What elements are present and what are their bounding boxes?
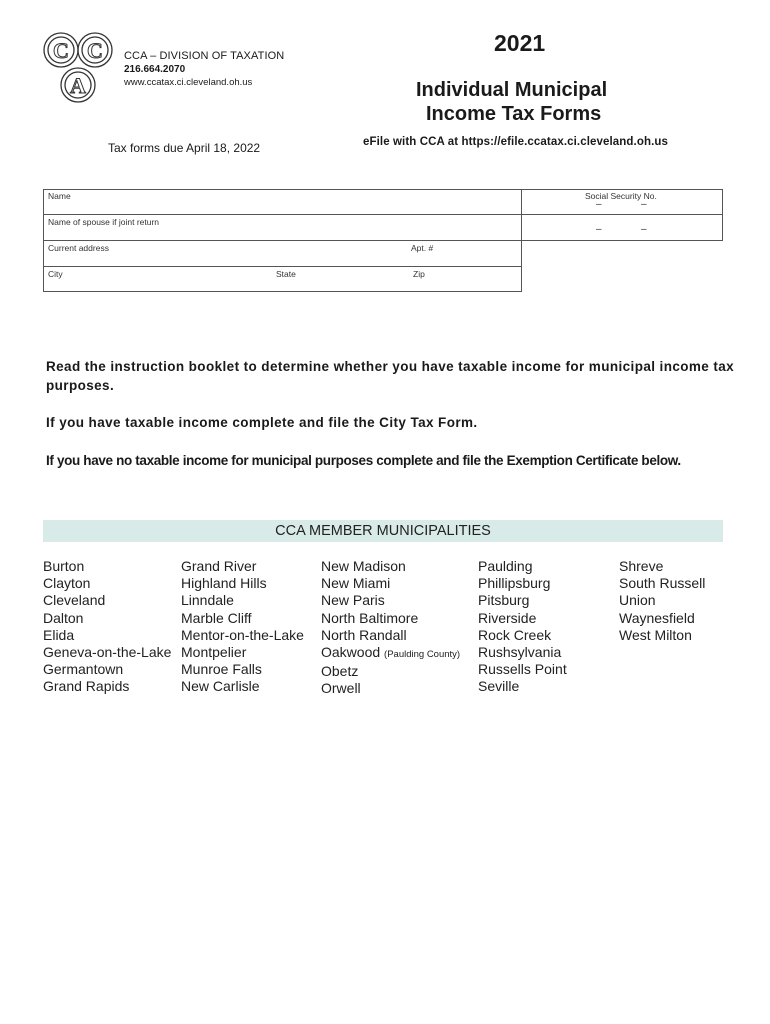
logo-letter-c1: C bbox=[53, 38, 69, 63]
municipality: Grand Rapids bbox=[43, 678, 130, 695]
title-line-2: Income Tax Forms bbox=[426, 103, 602, 125]
municipality-column bbox=[619, 558, 705, 644]
org-name: CCA – DIVISION OF TAXATION bbox=[124, 50, 285, 62]
municipality-name: Oakwood bbox=[321, 644, 381, 661]
municipality: Orwell bbox=[321, 680, 361, 697]
municipality: Cleveland bbox=[43, 592, 106, 609]
logo-letter-c2: C bbox=[87, 38, 103, 63]
cca-logo bbox=[40, 28, 116, 108]
municipality bbox=[321, 644, 460, 663]
municipality: Obetz bbox=[321, 663, 359, 680]
spouse-name-field[interactable]: Name of spouse if joint return bbox=[48, 217, 160, 227]
municipality: New Paris bbox=[321, 592, 385, 609]
municipality: Rushsylvania bbox=[478, 644, 562, 661]
municipality: Waynesfield bbox=[619, 609, 695, 626]
municipality: Grand River bbox=[181, 558, 257, 574]
ssn-label: Social Security No. bbox=[585, 191, 657, 201]
municipality: Mentor-on-the-Lake bbox=[181, 626, 304, 643]
municipality: Burton bbox=[43, 558, 85, 574]
municipality: Rock Creek bbox=[478, 626, 552, 643]
efile-notice: eFile with CCA at https://efile.ccatax.ci.cleveland.oh.us bbox=[363, 136, 668, 148]
instruction-paragraph: If you have no taxable income for municipal purposes complete and file the Exemption Certificate below. bbox=[46, 453, 681, 468]
municipality: South Russell bbox=[619, 575, 706, 592]
apt-field[interactable]: Apt. # bbox=[411, 243, 434, 253]
municipality: New Madison bbox=[321, 558, 406, 574]
logo-letter-a: A bbox=[70, 73, 86, 98]
municipality: New Miami bbox=[321, 575, 391, 592]
address-field[interactable]: Current address bbox=[48, 243, 109, 253]
municipality: Pitsburg bbox=[478, 592, 530, 609]
municipality: Clayton bbox=[43, 575, 91, 592]
municipality: Union bbox=[619, 592, 656, 609]
zip-field[interactable]: Zip bbox=[413, 269, 425, 279]
municipality: Geneva-on-the-Lake bbox=[43, 644, 172, 661]
org-website: www.ccatax.ci.cleveland.oh.us bbox=[124, 77, 253, 88]
municipality: Seville bbox=[478, 678, 520, 695]
municipality: Germantown bbox=[43, 661, 124, 678]
municipality-column bbox=[43, 558, 171, 696]
municipality: Phillipsburg bbox=[478, 575, 551, 592]
municipality: Shreve bbox=[619, 558, 664, 574]
instruction-paragraph: If you have taxable income complete and file the City Tax Form. bbox=[46, 415, 478, 430]
municipality: Linndale bbox=[181, 592, 234, 609]
municipality: Highland Hills bbox=[181, 575, 267, 592]
municipality: Paulding bbox=[478, 558, 533, 574]
tax-year: 2021 bbox=[494, 30, 546, 56]
municipality: West Milton bbox=[619, 626, 692, 643]
municipality: Elida bbox=[43, 626, 75, 643]
municipality-column bbox=[321, 558, 460, 698]
due-date: Tax forms due April 18, 2022 bbox=[108, 141, 261, 155]
ssn-field[interactable]: – bbox=[596, 199, 602, 210]
municipality-note: (Paulding County) bbox=[384, 649, 461, 661]
spouse-ssn-field[interactable]: – bbox=[596, 224, 602, 235]
name-field[interactable]: Name bbox=[48, 191, 71, 201]
title-line-1: Individual Municipal bbox=[416, 79, 608, 101]
spouse-ssn-field[interactable]: – bbox=[641, 224, 647, 235]
municipalities-heading: CCA MEMBER MUNICIPALITIES bbox=[275, 523, 491, 539]
ssn-field[interactable]: – bbox=[641, 199, 647, 210]
municipality: Dalton bbox=[43, 609, 84, 626]
municipality: Riverside bbox=[478, 609, 537, 626]
municipality: North Baltimore bbox=[321, 609, 419, 626]
municipality: Montpelier bbox=[181, 644, 247, 661]
city-field[interactable]: City bbox=[48, 269, 63, 279]
municipality: New Carlisle bbox=[181, 678, 260, 695]
divider bbox=[43, 266, 522, 267]
municipality-column bbox=[181, 558, 304, 696]
municipality: Marble Cliff bbox=[181, 609, 252, 626]
municipality-column bbox=[478, 558, 567, 696]
municipality: Munroe Falls bbox=[181, 661, 262, 678]
state-field[interactable]: State bbox=[276, 269, 296, 279]
municipality: Russells Point bbox=[478, 661, 567, 678]
municipality: North Randall bbox=[321, 626, 407, 643]
instruction-paragraph: Read the instruction booklet to determine whether you have taxable income for municipal income tax purposes. bbox=[46, 359, 735, 393]
org-phone: 216.664.2070 bbox=[124, 64, 186, 75]
